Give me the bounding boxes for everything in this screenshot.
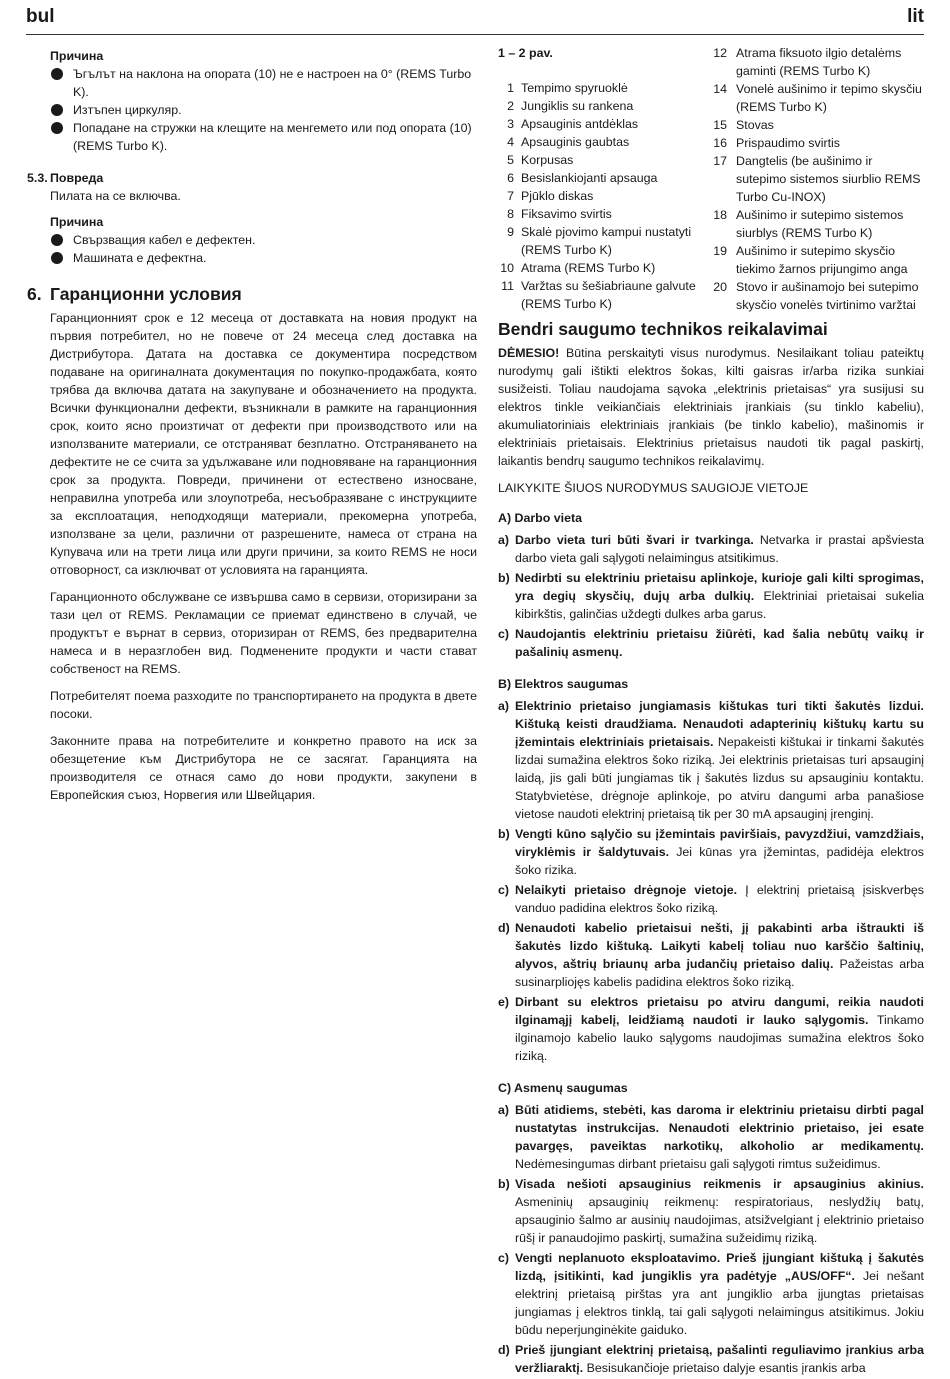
part-item — [498, 97, 711, 115]
part-item — [498, 187, 711, 205]
warranty-paragraph: Гаранционното обслужване се извършва само в сервизи, оторизирани за тази цел от REMS. Рекламации се приемат единствено в случай, че продуктът е върнат в сервиз, оторизиран от REMS, без предварителна намеса и в неразглобен вид. Подменените продукти и части стават собственост на REMS. — [50, 590, 477, 676]
part-item — [498, 259, 711, 277]
section-number: 6. — [27, 284, 42, 304]
item-detail: Besisukančioje prietaiso dalyje esantis įrankis arba — [583, 1361, 866, 1375]
item-letter: a) — [498, 1103, 510, 1117]
item-emphasis: Vengti kūno sąlyčio su įžemintais paviršiais, pavyzdžiui, vamzdžiais, viryklėmis ir šaldytuvais. — [515, 827, 924, 859]
part-number: 11 — [501, 279, 514, 293]
item-detail: Nepakeisti kištukai ir tinkami šakutės lizdai sumažina elektros šoko riziką. Jei elektrinis prietaisas turi apsauginį laidą, jis gali būti jungiamas tik į šakutės lizdus su apsauginiu kontaktu. Statybvietėse, drėgnoje aplinkoje, po atviru dangumi arba panašiose vietose naudoti elektrinį prietaisą tik per 30 mA apsauginį įrenginį. — [515, 735, 924, 821]
part-item — [498, 79, 711, 97]
item-letter: b) — [498, 827, 510, 841]
part-number: 15 — [713, 118, 727, 132]
safety-item — [498, 825, 924, 879]
part-label: Atrama (REMS Turbo K) — [521, 261, 656, 275]
safety-item — [498, 919, 924, 991]
item-text — [515, 1249, 924, 1339]
part-number: 12 — [713, 46, 727, 60]
part-label: Stovo ir aušinamojo bei sutepimo skysčio vonelės tvirtinimo varžtai — [736, 280, 919, 312]
item-letter: c) — [498, 883, 510, 897]
item-emphasis: Nelaikyti prietaiso drėgnoje vietoje. — [515, 883, 738, 897]
item-emphasis: Visada nešioti apsauginius reikmenis ir apsauginius akinius. — [515, 1177, 924, 1191]
part-number: 8 — [507, 207, 514, 221]
part-label: Varžtas su šešiabriaune galvute (REMS Turbo K) — [521, 279, 696, 311]
item-text — [515, 531, 924, 567]
item-emphasis: Vengti neplanuoto eksploatavimo. Prieš įjungiant kištuką į šakutės lizdą, įsitikinti, kad jungiklis yra padėtyje „AUS/OFF“. — [515, 1251, 924, 1283]
list-item: Машината е дефектна. — [50, 249, 477, 267]
part-label: Dangtelis (be aušinimo ir sutepimo sistemos siurblio REMS Turbo Cu-INOX) — [736, 154, 921, 204]
item-text — [515, 1101, 924, 1173]
part-label: Vonelė aušinimo ir tepimo skysčiu (REMS Turbo K) — [736, 82, 922, 114]
intro-text: Būtina perskaityti visus nurodymus. Nesilaikant toliau pateiktų nurodymų gali ištikti elektros šokas, kilti gaisras ir/arba rizika sunkiai susižeisti. Toliau naudojama sąvoka „elektrinis prietaisas“ yra susijusi su elektros tinkle veikiančiais elektriniais įrankiais (su tinklo kabeliu), akumuliatoriniais elektriniais įrankiais (be tinklo kabelio), mašinomis ir elektriniais prietaisais. Elektrinius prietaisus naudoti tik pagal paskirtį, laikantis bendrų saugumo technikos reikalavimų. — [498, 346, 924, 468]
part-item — [711, 116, 924, 134]
item-text — [515, 569, 924, 623]
item-emphasis: Elektrinio prietaiso jungiamasis kištukas turi tikti šakutės lizdui. Kištuką keisti draudžiama. Nenaudoti adapterinių kištukų kartu su įžemintais elektriniais prietaisais. — [515, 699, 924, 749]
part-number: 10 — [500, 261, 514, 275]
item-detail: Į elektrinį prietaisą įsiskverbęs vanduo padidina elektros šoko riziką. — [515, 883, 924, 915]
warranty-paragraph: Законните права на потребителите и конкретно правото на иск за обезщетение към Дистрибутора не се засягат. Гаранцията на производителя се отнася само до нови продукти, закупени в Европейския съюз, Норвегия или Швейцария. — [50, 734, 477, 802]
part-item — [711, 278, 924, 314]
part-item — [498, 115, 711, 133]
part-label: Apsauginis gaubtas — [521, 135, 630, 149]
item-letter: b) — [498, 571, 510, 585]
item-text — [515, 919, 924, 991]
part-label: Besislankiojanti apsauga — [521, 171, 658, 185]
section-title: Гаранционни условия — [50, 284, 242, 304]
part-number: 3 — [507, 117, 514, 131]
part-number: 20 — [713, 280, 727, 294]
item-detail: Jei nešant elektrinį prietaisą pirštas yra ant jungiklio arba įjungtas prietaisas jungiamas į elektros tinklą, tai gali sąlygoti nelaimingus atsitikimus. Jokiu būdu neperjunginėkite gaiduko. — [515, 1269, 924, 1337]
part-label: Tempimo spyruoklė — [521, 81, 628, 95]
item-letter: a) — [498, 533, 510, 547]
cause-list — [50, 65, 477, 155]
part-label: Fiksavimo svirtis — [521, 207, 612, 221]
item-emphasis: Prieš įjungiant elektrinį prietaisą, pašalinti reguliavimo įrankius arba veržliaraktį. — [515, 1343, 924, 1375]
part-item — [498, 223, 711, 259]
figure-reference: 1 – 2 pav. — [498, 46, 553, 60]
item-detail: Elektriniai prietaisai sukelia kibirkštis, galinčias uždegti dulkes arba garus. — [515, 589, 924, 621]
item-letter: c) — [498, 627, 510, 641]
part-item — [498, 169, 711, 187]
cause-list — [50, 231, 477, 267]
item-letter: e) — [498, 995, 510, 1009]
item-letter: b) — [498, 1177, 510, 1191]
item-detail: Netvarka ir prastai apšviesta darbo vieta gali sąlygoti nelaimingus atsitikimus. — [515, 533, 924, 565]
part-number: 14 — [713, 82, 727, 96]
item-emphasis: Darbo vieta turi būti švari ir tvarkinga. — [515, 533, 754, 547]
parts-list-right — [711, 44, 924, 314]
header-rule — [26, 34, 924, 35]
part-item — [498, 151, 711, 169]
item-text — [515, 881, 924, 917]
item-emphasis: Naudojantis elektriniu prietaisu žiūrėti, kad šalia nebūtų vaikų ir pašalinių asmenų. — [515, 627, 924, 659]
cause-label: Причина — [50, 215, 104, 229]
safety-item — [498, 625, 924, 661]
part-number: 17 — [713, 154, 727, 168]
part-number: 16 — [713, 136, 727, 150]
safety-item — [498, 531, 924, 567]
part-item — [711, 80, 924, 116]
safety-item — [498, 881, 924, 917]
subsection-heading: A) Darbo vieta — [498, 511, 582, 525]
section-6-heading — [27, 284, 477, 304]
part-label: Skalė pjovimo kampui nustatyti (REMS Turbo K) — [521, 225, 692, 257]
part-label: Atrama fiksuoto ilgio detalėms gaminti (REMS Turbo K) — [736, 46, 902, 78]
safety-title: Bendri saugumo technikos reikalavimai — [498, 319, 828, 339]
list-item: Свързващия кабел е дефектен. — [50, 231, 477, 249]
warranty-paragraph: Потребителят поема разходите по транспортирането на продукта в двете посоки. — [50, 689, 477, 721]
safety-item — [498, 1341, 924, 1377]
subsection-heading: B) Elektros saugumas — [498, 677, 629, 691]
safety-item — [498, 1101, 924, 1173]
item-detail: Pažeistas arba susinarpliojęs kabelis padidina elektros šoko riziką. — [515, 957, 924, 989]
item-text — [515, 993, 924, 1065]
section-5-3 — [27, 169, 477, 205]
item-letter: d) — [498, 1343, 510, 1357]
section-text: Пилата на се включва. — [50, 189, 181, 203]
part-number: 7 — [507, 189, 514, 203]
item-emphasis: Būti atidiems, stebėti, kas daroma ir elektriniu prietaisu dirbti pagal nustatytas instrukcijas. Nenaudoti elektrinio prietaiso, jei esate pavargęs, paveiktas narkotikų, alkoholio ar medikamentų. — [515, 1103, 924, 1153]
part-item — [498, 133, 711, 151]
part-label: Pjūklo diskas — [521, 189, 594, 203]
part-label: Apsauginis antdėklas — [521, 117, 639, 131]
part-number: 9 — [507, 225, 514, 239]
safety-sections — [498, 509, 924, 1377]
parts-list-left — [498, 44, 711, 314]
warranty-paragraph: Гаранционният срок е 12 месеца от доставката на новия продукт на първия потребител, но не повече от 24 месеца след доставка на Дистрибутора. Датата на доставка се документира посредством подаване на оригиналната документация по покупко-продажбата, която трябва да включва датата на закупуване и обозначението на продукта. Всички функционални дефекти, възникнали в рамките на гаранционния срок, които ясно произтичат от дефекти при производството или на използваните материали, се отстраняват безплатно. Отстраняването на дефектите не се счита за удължаване или подновяване на гаранционния срок за продукта. Повреди, причинени от естествено износване, неправилна употреба или злоупотреба, несъобразяване с инструкциите за експлоатация, неподходящи материали, прекомерна употреба, използване за цели, различни от разрешените, намеса от страна на Купувача или на трети лица или други причини, за които REMS не носи отговорност, са изключват от условията на гаранцията. — [50, 311, 477, 577]
part-number: 19 — [713, 244, 727, 258]
left-column — [27, 42, 477, 813]
item-letter: d) — [498, 921, 510, 935]
part-number: 18 — [713, 208, 727, 222]
part-item — [711, 152, 924, 206]
list-item: Попадане на стружки на клещите на менгемето или под опората (10) (REMS Turbo K). — [50, 119, 477, 155]
part-label: Jungiklis su rankena — [521, 99, 634, 113]
cause-label: Причина — [50, 49, 104, 63]
item-text — [515, 1341, 924, 1377]
item-text — [515, 697, 924, 823]
item-text — [515, 625, 924, 661]
item-emphasis: Nedirbti su elektriniu prietaisu aplinkoje, kurioje gali kilti sprogimas, yra degių skysčių, dujų arba dulkių. — [515, 571, 924, 603]
language-code-right: lit — [907, 6, 924, 27]
item-letter: a) — [498, 699, 510, 713]
part-number: 2 — [507, 99, 514, 113]
part-label: Aušinimo ir sutepimo skysčio tiekimo žarnos prijungimo anga — [736, 244, 908, 276]
safety-item — [498, 697, 924, 823]
part-item — [711, 206, 924, 242]
part-number: 6 — [507, 171, 514, 185]
item-emphasis: Nenaudoti kabelio prietaisui nešti, jį pakabinti arba ištraukti iš šakutės lizdo kištuką. Laikyti kabelį toliau nuo karščio šaltinių, alyvos, aštrių briaunų arba judančių prietaiso dalių. — [515, 921, 924, 971]
item-detail: Nedėmesingumas dirbant prietaisu gali sąlygoti rimtus sužeidimus. — [515, 1157, 881, 1171]
part-item — [711, 134, 924, 152]
item-text — [515, 825, 924, 879]
part-label: Stovas — [736, 118, 774, 132]
subsection-heading: C) Asmenų saugumas — [498, 1081, 628, 1095]
section-number: 5.3. — [27, 171, 48, 185]
part-number: 1 — [507, 81, 514, 95]
language-code-left: bul — [26, 6, 55, 27]
item-detail: Asmeninių apsauginių reikmenų: respiratoriaus, neslydžių batų, apsauginio šalmo ar ausinių naudojimas, atsižvelgiant į elektrinio prietaiso rūšį ir panaudojimo paskirtį, sumažina sužeidimų riziką. — [515, 1195, 924, 1245]
safety-intro — [498, 344, 924, 470]
section-title: Повреда — [50, 171, 104, 185]
safety-item — [498, 569, 924, 623]
safety-item — [498, 993, 924, 1065]
part-number: 5 — [507, 153, 514, 167]
item-text — [515, 1175, 924, 1247]
part-item — [498, 277, 711, 313]
part-item — [711, 44, 924, 80]
part-label: Prispaudimo svirtis — [736, 136, 840, 150]
item-letter: c) — [498, 1251, 510, 1265]
list-item: Ъгълът на наклона на опората (10) не е настроен на 0° (REMS Turbo K). — [50, 65, 477, 101]
part-number: 4 — [507, 135, 514, 149]
part-item — [498, 205, 711, 223]
parts-legend — [498, 44, 924, 314]
part-label: Korpusas — [521, 153, 574, 167]
right-column — [498, 44, 924, 1379]
list-item: Изтъпен циркуляр. — [50, 101, 477, 119]
warning-label: DĖMESIO! — [498, 346, 560, 360]
part-item — [711, 242, 924, 278]
item-emphasis: Dirbant su elektros prietaisu po atviru dangumi, reikia naudoti ilginamąjį kabelį, leidžiamą naudoti ir lauko sąlygomis. — [515, 995, 924, 1027]
item-detail: Jei kūnas yra įžemintas, padidėja elektros šoko rizika. — [515, 845, 924, 877]
keep-instructions-note: LAIKYKITE ŠIUOS NURODYMUS SAUGIOJE VIETOJE — [498, 481, 809, 495]
safety-item — [498, 1175, 924, 1247]
item-detail: Tinkamo ilginamojo kabelio lauko sąlygoms naudojimas sumažina elektros šoko riziką. — [515, 1013, 924, 1063]
safety-item — [498, 1249, 924, 1339]
part-label: Aušinimo ir sutepimo sistemos siurblys (REMS Turbo K) — [736, 208, 904, 240]
